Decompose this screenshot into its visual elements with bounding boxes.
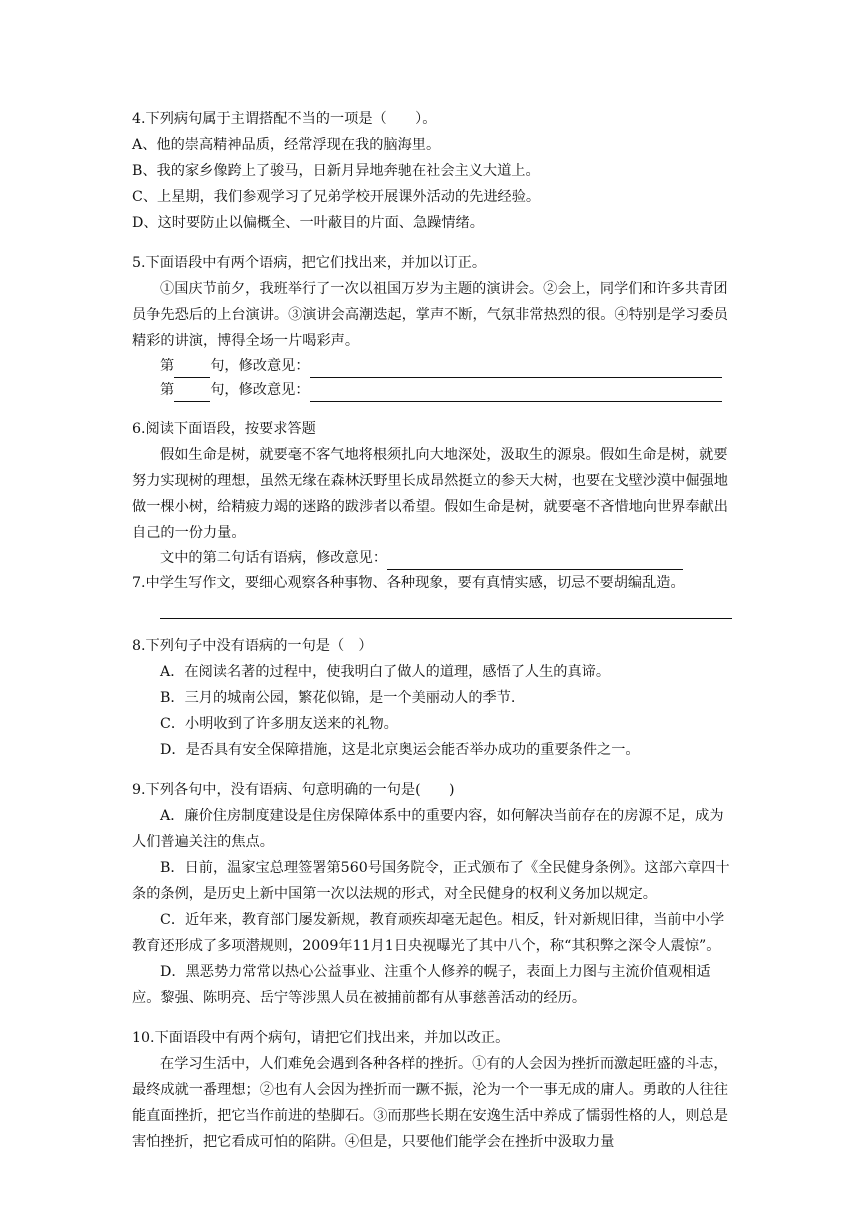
question-7-stem: 7.中学生写作文，要细心观察各种事物、各种现象，要有真情实感，切忌不要胡编乱造。 — [132, 575, 685, 591]
question-9-option-b: B．日前，温家宝总理签署第560号国务院令，正式颁布了《全民健身条例》。这部六章四十条的条例，是历史上新中国第一次以法规的形式，对全民健身的权利义务加以规定。 — [132, 860, 730, 902]
answer-prefix: 第 — [160, 382, 175, 398]
question-10-passage: 在学习生活中，人们难免会遇到各种各样的挫折。①有的人会因为挫折而激起旺盛的斗志，最终成就一番理想；②也有人会因为挫折而一蹶不振，沦为一个一事无成的庸人。勇敢的人往往能直面挫折，把它当作前进的垫脚石。③而那些长期在安逸生活中养成了懦弱性格的人，则总是害怕挫折，把它看成可怕的陷阱。④但是，只要他们能学会在挫折中汲取力量 — [132, 1056, 728, 1150]
question-8-option-a: A．在阅读名著的过程中，使我明白了做人的道理，感悟了人生的真谛。 — [160, 664, 611, 680]
question-4-stem: 4.下列病句属于主谓搭配不当的一项是（ ）。 — [132, 111, 437, 127]
answer-suffix: 句，修改意见： — [210, 382, 310, 398]
answer-prefix: 第 — [160, 358, 175, 374]
question-6 — [132, 416, 732, 570]
question-8-option-c: C．小明收到了许多朋友送来的礼物。 — [160, 716, 398, 732]
answer-prompt: 文中的第二句话有语病，修改意见： — [160, 550, 388, 566]
question-5 — [132, 250, 732, 402]
revision-blank[interactable] — [310, 361, 722, 378]
sentence-number-blank[interactable] — [174, 361, 210, 378]
revision-blank[interactable] — [310, 385, 722, 402]
question-6-answer-row — [132, 546, 732, 570]
question-8-option-b: B．三月的城南公园，繁花似锦，是一个美丽动人的季节. — [160, 690, 516, 706]
question-10 — [132, 1025, 732, 1155]
document-body — [132, 106, 732, 1155]
question-4-option-a: A、他的崇高精神品质，经常浮现在我的脑海里。 — [132, 137, 441, 153]
answer-blank-line[interactable] — [160, 596, 732, 619]
question-4-option-d: D、这时要防止以偏概全、一叶蔽目的片面、急躁情绪。 — [132, 215, 484, 231]
question-6-passage: 假如生命是树，就要毫不客气地将根须扎向大地深处，汲取生的源泉。假如生命是树，就要努力实现树的理想，虽然无缘在森林沃野里长成昂然挺立的参天大树，也要在戈壁沙漠中倔强地做一棵小树，给精疲力竭的迷路的跋涉者以希望。假如生命是树，就要毫不吝惜地向世界奉献出自己的一份力量。 — [132, 447, 728, 541]
question-7 — [132, 570, 732, 619]
question-9-option-a: A．廉价住房制度建设是住房保障体系中的重要内容，如何解决当前存在的房源不足，成为人们普遍关注的焦点。 — [132, 808, 724, 850]
question-4 — [132, 106, 732, 236]
question-8-option-d: D．是否具有安全保障措施，这是北京奥运会能否举办成功的重要条件之一。 — [160, 742, 640, 758]
question-5-passage: ①国庆节前夕，我班举行了一次以祖国万岁为主题的演讲会。②会上，同学们和许多共青团员争先恐后的上台演讲。③演讲会高潮迭起，掌声不断，气氛非常热烈的很。④特别是学习委员精彩的讲演，博得全场一片喝彩声。 — [132, 281, 728, 349]
question-5-answer-row-1 — [132, 354, 732, 378]
revision-blank[interactable] — [387, 553, 683, 570]
question-6-stem: 6.阅读下面语段，按要求答题 — [132, 421, 316, 437]
question-9 — [132, 777, 732, 1011]
question-10-stem: 10.下面语段中有两个病句，请把它们找出来，并加以改正。 — [132, 1030, 510, 1046]
question-9-option-d: D．黑恶势力常常以热心公益事业、注重个人修养的幌子，表面上力图与主流价值观相适应。黎强、陈明亮、岳宁等涉黑人员在被捕前都有从事慈善活动的经历。 — [132, 964, 711, 1006]
sentence-number-blank[interactable] — [174, 385, 210, 402]
question-9-stem: 9.下列各句中，没有语病、句意明确的一句是( ) — [132, 782, 455, 798]
question-5-answer-row-2 — [132, 378, 732, 402]
question-4-option-c: C、上星期，我们参观学习了兄弟学校开展课外活动的先进经验。 — [132, 189, 541, 205]
question-8 — [132, 633, 732, 763]
answer-suffix: 句，修改意见： — [210, 358, 310, 374]
question-5-stem: 5.下面语段中有两个语病，把它们找出来，并加以订正。 — [132, 255, 487, 271]
question-8-stem: 8.下列句子中没有语病的一句是（ ） — [132, 638, 373, 654]
question-4-option-b: B、我的家乡像跨上了骏马，日新月异地奔驰在社会主义大道上。 — [132, 163, 540, 179]
question-9-option-c: C．近年来，教育部门屡发新规，教育顽疾却毫无起色。相反，针对新规旧律，当前中小学教育还形成了多项潜规则，2009年11月1日央视曝光了其中八个，称“其积弊之深令人震惊”。 — [132, 912, 725, 954]
